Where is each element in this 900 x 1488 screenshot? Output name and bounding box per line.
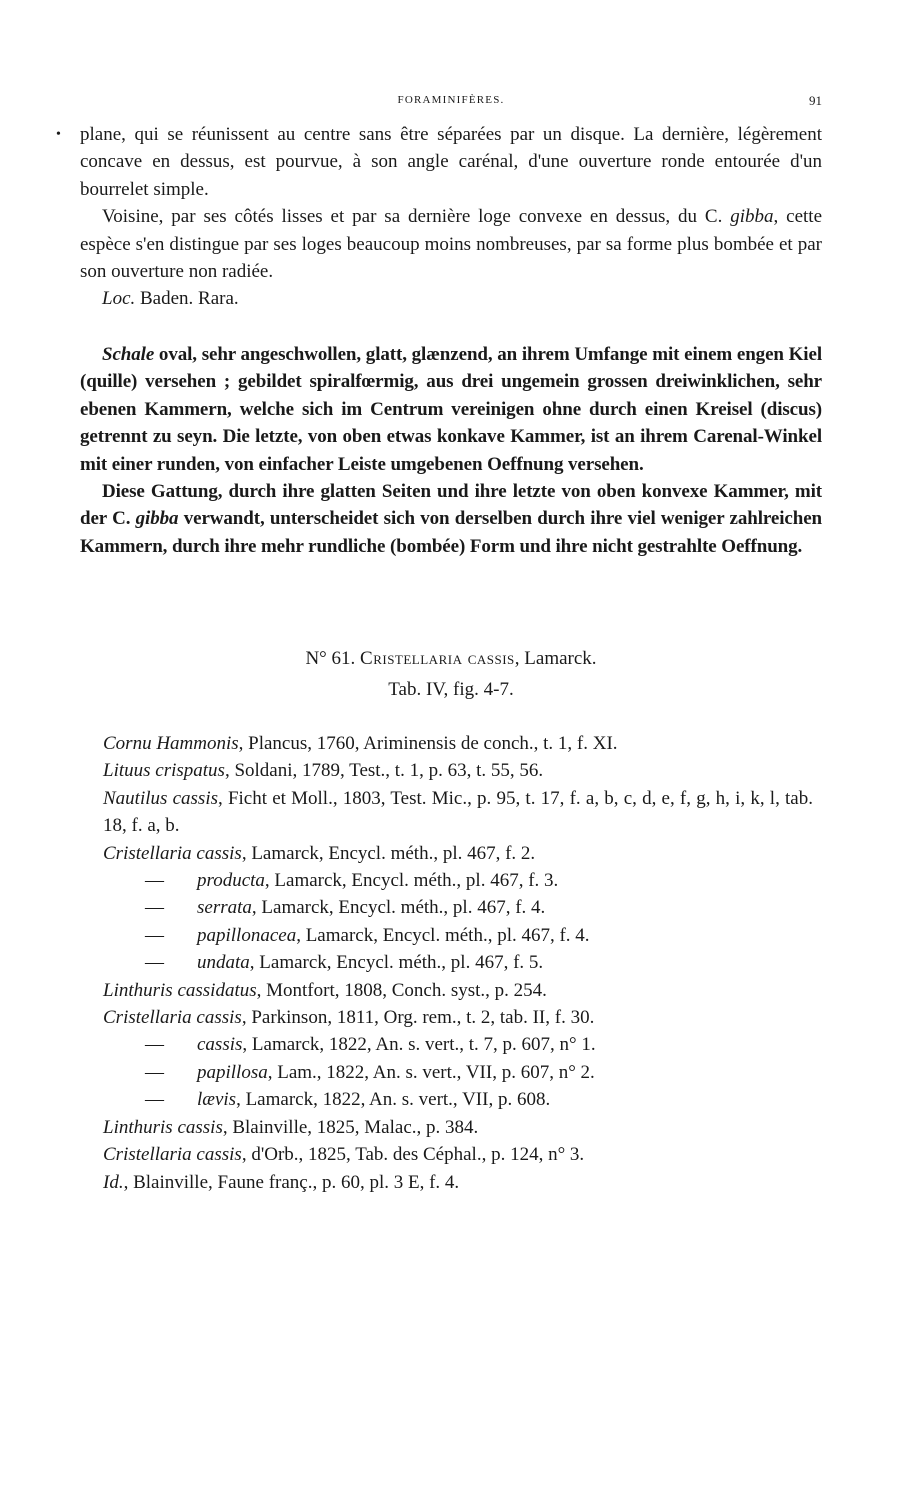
synonym-taxon: cassis (197, 1034, 243, 1056)
synonym-taxon: undata (197, 952, 250, 974)
synonym-entry (103, 1169, 833, 1196)
ditto-dash: — (145, 1034, 164, 1056)
synonym-entry (103, 1086, 833, 1113)
synonym-taxon: Cristellaria cassis (103, 1144, 242, 1166)
ditto-dash: — (145, 952, 164, 974)
synonym-taxon: papillosa (197, 1061, 268, 1083)
species-name: Cristellaria cassis (360, 648, 515, 669)
synonym-citation: , Lamarck, Encycl. méth., pl. 467, f. 2. (241, 842, 536, 864)
page-number: 91 (809, 93, 822, 108)
synonym-citation: , Parkinson, 1811, Org. rem., t. 2, tab. II, f. 30. (241, 1007, 595, 1029)
synonym-entry (103, 922, 833, 949)
synonym-taxon: Cristellaria cassis (103, 842, 242, 864)
species-author: , Lamarck. (514, 648, 597, 669)
synonym-entry (103, 1141, 833, 1168)
ditto-dash: — (145, 1089, 164, 1111)
synonym-taxon: Nautilus cassis (103, 787, 218, 809)
synonym-citation: , Ficht et Moll., 1803, Test. Mic., p. 95, t. 17, f. a, b, c, d, e, f, g, h, i, k, l, tab. 18, f. a, b. (103, 787, 813, 837)
synonym-citation: , Plancus, 1760, Ariminensis de conch., t. 1, f. XI. (238, 733, 618, 754)
synonym-taxon: serrata (197, 897, 252, 919)
synonym-entry (103, 1059, 833, 1086)
synonym-citation: , Blainville, 1825, Malac., p. 384. (222, 1116, 479, 1138)
synonym-citation: , Blainville, Faune franç., p. 60, pl. 3 E, f. 4. (123, 1171, 460, 1193)
synonym-taxon: Cristellaria cassis (103, 1007, 242, 1029)
synonym-taxon: Id. (103, 1171, 124, 1193)
german-lead-italic: Schale (102, 344, 155, 365)
synonym-entry (103, 949, 833, 976)
french-description (56, 121, 822, 313)
species-heading (80, 648, 822, 670)
margin-bullet: • (56, 127, 61, 142)
synonym-citation: , Lamarck, 1822, An. s. vert., VII, p. 608. (236, 1089, 551, 1111)
locality (80, 285, 822, 312)
ditto-dash: — (145, 897, 164, 919)
synonym-citation: , Lamarck, Encycl. méth., pl. 467, f. 4. (296, 924, 590, 946)
synonym-citation: , Lamarck, Encycl. méth., pl. 467, f. 3. (264, 870, 559, 892)
species-ref-italic-de: gibba (135, 508, 179, 530)
synonym-entry (103, 785, 813, 840)
synonym-citation: , Lam., 1822, An. s. vert., VII, p. 607, n° 2. (267, 1061, 595, 1083)
synonym-citation: , Soldani, 1789, Test., t. 1, p. 63, t. 55, 56. (224, 760, 544, 782)
synonymy-list (103, 730, 833, 1196)
species-ref-italic: gibba (730, 206, 774, 228)
synonym-entry (103, 757, 833, 784)
german-description (80, 341, 822, 560)
synonym-taxon: lævis (197, 1089, 237, 1111)
synonym-citation: , Montfort, 1808, Conch. syst., p. 254. (256, 979, 547, 1001)
synonym-entry (103, 730, 833, 757)
synonym-taxon: papillonacea (197, 924, 297, 946)
french-paragraph-2: Voisine, par ses côtés lisses et par sa dernière loge convexe en dessus, du C. gibba, cette espèce s'en distingue par ses loges beaucoup moins nombreuses, par sa forme plus bombée et par son ouverture non radiée. (80, 206, 822, 283)
synonym-taxon: producta (197, 870, 265, 892)
german-paragraph-2: Diese Gattung, durch ihre glatten Seiten und ihre letzte von oben konvexe Kammer, mit der C. gibba verwandt, unterscheidet sich von derselben durch ihre viel weniger zahlreichen Kammern, durch ihre mehr rundliche (bombée) Form und ihre nicht gestrahlte Oeffnung. (80, 481, 822, 557)
synonym-citation: , d'Orb., 1825, Tab. des Céphal., p. 124, n° 3. (241, 1144, 585, 1166)
synonym-citation: , Lamarck, Encycl. méth., pl. 467, f. 5. (249, 952, 544, 974)
synonym-entry (103, 1114, 833, 1141)
synonym-entry (103, 867, 833, 894)
ditto-dash: — (145, 870, 164, 892)
german-paragraph-1: Schale oval, sehr angeschwollen, glatt, glænzend, an ihrem Umfange mit einem engen Kiel (quille) versehen ; gebildet spiralfœrmig, aus drei ungemein grossen dreiwinklichen, sehr ebenen Kammern, welche sich im Centrum vereinigen ohne durch einen Kreisel (discus) getrennt zu seyn. Die letzte, von oben etwas konkave Kammer, ist an ihrem Carenal-Winkel mit einer runden, von einfacher Leiste umgebenen Oeffnung versehen. (80, 344, 822, 475)
ditto-dash: — (145, 924, 164, 946)
synonym-taxon: Linthuris cassidatus (103, 979, 257, 1001)
synonym-entry (103, 1004, 833, 1031)
synonym-entry (103, 977, 833, 1004)
synonym-citation: , Lamarck, Encycl. méth., pl. 467, f. 4. (251, 897, 546, 919)
synonym-entry (103, 1031, 833, 1058)
species-number: N° 61. (305, 648, 356, 669)
plate-reference: Tab. IV, fig. 4-7. (388, 679, 514, 700)
synonym-taxon: Linthuris cassis (103, 1116, 223, 1138)
synonym-entry (103, 894, 833, 921)
synonym-taxon: Lituus crispatus (103, 760, 225, 782)
synonym-taxon: Cornu Hammonis (103, 733, 239, 754)
french-paragraph-1: plane, qui se réunissent au centre sans être séparées par un disque. La dernière, légèrement concave en dessus, est pourvue, à son angle carénal, d'une ouverture ronde entourée d'un bourrelet simple. (80, 124, 822, 200)
running-title: FORAMINIFÈRES. (397, 94, 505, 106)
synonym-citation: , Lamarck, 1822, An. s. vert., t. 7, p. 607, n° 1. (242, 1034, 596, 1056)
synonym-entry (103, 840, 833, 867)
page-header (80, 94, 822, 114)
locality-label: Loc. (102, 288, 136, 310)
ditto-dash: — (145, 1061, 164, 1083)
locality-text: Baden. Rara. (140, 288, 239, 310)
